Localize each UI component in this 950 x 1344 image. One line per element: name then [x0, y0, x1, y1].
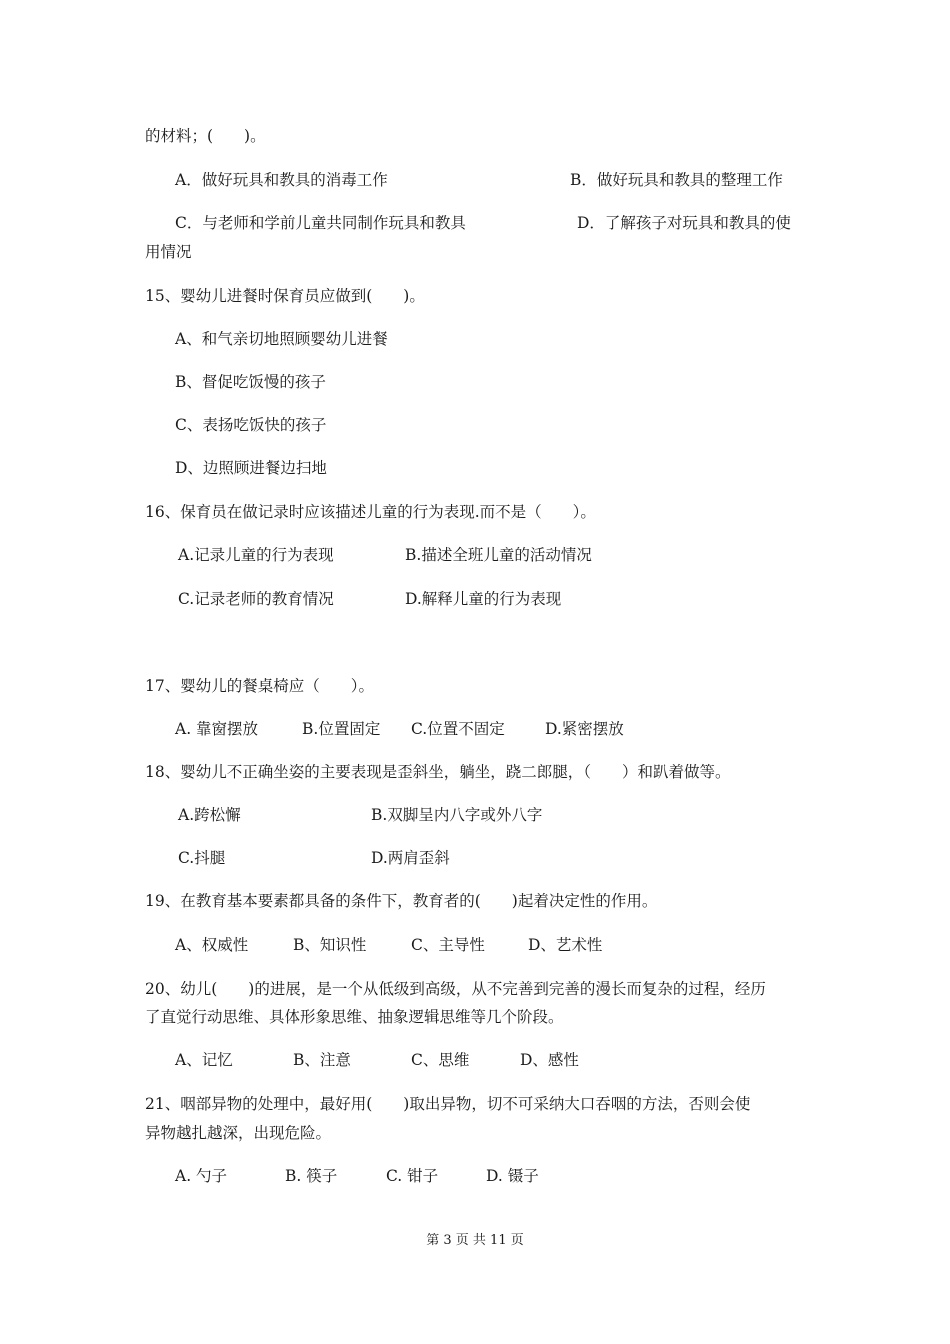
q18-option-a: A.跨松懈	[178, 806, 241, 824]
q19-option-b: B、知识性	[293, 936, 367, 954]
q16-option-c: C.记录老师的教育情况	[178, 590, 334, 608]
q18-stem: 18、婴幼儿不正确坐姿的主要表现是歪斜坐，躺坐，跷二郎腿，（ ）和趴着做等。	[145, 763, 731, 781]
q21-stem-continued: 异物越扎越深，出现危险。	[145, 1124, 332, 1142]
q21-option-c: C. 钳子	[386, 1167, 439, 1185]
q21-option-b: B. 筷子	[285, 1167, 338, 1185]
q18-option-d: D.两肩歪斜	[371, 849, 450, 867]
q15-stem: 15、婴幼儿进餐时保育员应做到( )。	[145, 287, 425, 305]
q20-stem-continued: 了直觉行动思维、具体形象思维、抽象逻辑思维等几个阶段。	[145, 1008, 564, 1026]
q20-option-c: C、思维	[411, 1051, 470, 1069]
q15-option-c: C、表扬吃饭快的孩子	[175, 416, 327, 434]
q18-option-c: C.抖腿	[178, 849, 226, 867]
q14-option-d: D．了解孩子对玩具和教具的使	[577, 214, 791, 232]
q17-stem: 17、婴幼儿的餐桌椅应（ ）。	[145, 677, 374, 695]
q14-option-d-continued: 用情况	[145, 243, 192, 261]
q20-stem: 20、幼儿( )的进展，是一个从低级到高级，从不完善到完善的漫长而复杂的过程，经历	[145, 980, 766, 998]
q16-option-d: D.解释儿童的行为表现	[405, 590, 562, 608]
q20-option-a: A、记忆	[175, 1051, 233, 1069]
q15-option-d: D、边照顾进餐边扫地	[175, 459, 327, 477]
q17-option-a: A. 靠窗摆放	[175, 720, 259, 738]
q17-option-d: D.紧密摆放	[545, 720, 624, 738]
q18-option-b: B.双脚呈内八字或外八字	[371, 806, 543, 824]
q19-stem: 19、在教育基本要素都具备的条件下，教育者的( )起着决定性的作用。	[145, 892, 658, 910]
q19-option-c: C、主导性	[411, 936, 485, 954]
page-number-footer: 第 3 页 共 11 页	[426, 1233, 524, 1248]
q17-option-b: B.位置固定	[302, 720, 381, 738]
q20-option-d: D、感性	[520, 1051, 579, 1069]
q16-option-b: B.描述全班儿童的活动情况	[405, 546, 592, 564]
q20-option-b: B、注意	[293, 1051, 351, 1069]
q21-option-d: D. 镊子	[486, 1167, 539, 1185]
q21-stem: 21、咽部异物的处理中，最好用( )取出异物，切不可采纳大口吞咽的方法，否则会使	[145, 1095, 751, 1113]
q16-stem: 16、保育员在做记录时应该描述儿童的行为表现.而不是（ ）。	[145, 503, 596, 521]
q19-option-a: A、权威性	[175, 936, 249, 954]
q14-option-c: C．与老师和学前儿童共同制作玩具和教具	[175, 214, 466, 232]
q17-option-c: C.位置不固定	[411, 720, 505, 738]
q14-option-b: B．做好玩具和教具的整理工作	[570, 171, 783, 189]
q14-option-a: A．做好玩具和教具的消毒工作	[175, 171, 388, 189]
q21-option-a: A. 勺子	[175, 1167, 228, 1185]
q15-option-b: B、督促吃饭慢的孩子	[175, 373, 326, 391]
q14-stem-tail: 的材料；( )。	[145, 127, 266, 145]
q16-option-a: A.记录儿童的行为表现	[178, 546, 334, 564]
q19-option-d: D、艺术性	[528, 936, 603, 954]
q15-option-a: A、和气亲切地照顾婴幼儿进餐	[175, 330, 388, 348]
